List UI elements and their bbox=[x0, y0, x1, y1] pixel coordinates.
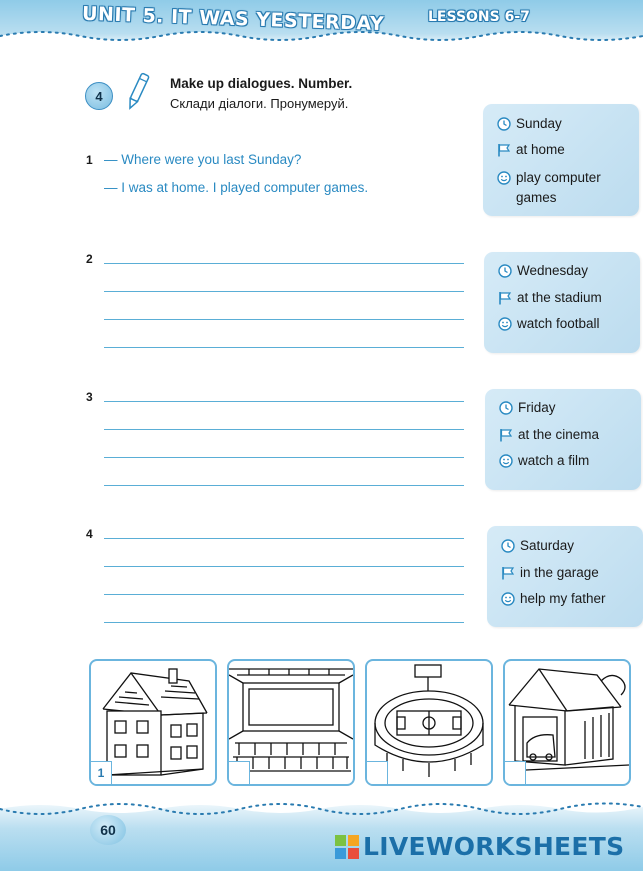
answer-line-4-1[interactable] bbox=[104, 538, 464, 539]
prompt-card-2 bbox=[484, 252, 640, 353]
answer-line-4-4[interactable] bbox=[104, 622, 464, 623]
header-band bbox=[0, 0, 643, 48]
flag-icon bbox=[501, 566, 515, 580]
dialogue-number-1: 1 bbox=[86, 153, 93, 167]
smiley-icon bbox=[499, 454, 513, 468]
card-1-day: Sunday bbox=[516, 116, 562, 131]
card-1-activity-line-2: games bbox=[516, 190, 557, 205]
answer-line-2-2[interactable] bbox=[104, 291, 464, 292]
card-2-place: at the stadium bbox=[517, 290, 602, 305]
smiley-icon bbox=[497, 171, 511, 185]
lessons-label: LESSONS 6-7 bbox=[428, 9, 530, 25]
answer-line-3-1[interactable] bbox=[104, 401, 464, 402]
card-3-day: Friday bbox=[518, 400, 556, 415]
task-instruction-uk: Склади діалоги. Пронумеруй. bbox=[170, 96, 349, 111]
picture-cinema[interactable] bbox=[227, 659, 355, 786]
dialogue-number-2: 2 bbox=[86, 252, 93, 266]
picture-number-2 bbox=[229, 761, 250, 784]
answer-line-2-4[interactable] bbox=[104, 347, 464, 348]
prompt-card-4 bbox=[487, 526, 643, 627]
smiley-icon bbox=[498, 317, 512, 331]
picture-garage[interactable] bbox=[503, 659, 631, 786]
card-3-place: at the cinema bbox=[518, 427, 600, 442]
card-4-activity: help my father bbox=[520, 591, 606, 606]
answer-line-3-2[interactable] bbox=[104, 429, 464, 430]
prompt-card-1 bbox=[483, 104, 639, 216]
dialogue-1-line-2: — I was at home. I played computer games. bbox=[104, 180, 369, 195]
page-number: 60 bbox=[90, 815, 126, 845]
liveworksheets-wordmark: LIVEWORKSHEETS bbox=[363, 832, 625, 861]
card-1-place: at home bbox=[516, 142, 565, 157]
picture-number-1: 1 bbox=[91, 761, 112, 784]
pencil-icon bbox=[123, 70, 153, 112]
dialogue-1-line-1: — Where were you last Sunday? bbox=[104, 152, 302, 167]
flag-icon bbox=[497, 143, 511, 157]
flag-icon bbox=[498, 291, 512, 305]
prompt-card-3 bbox=[485, 389, 641, 490]
card-4-place: in the garage bbox=[520, 565, 599, 580]
picture-stadium[interactable] bbox=[365, 659, 493, 786]
clock-icon bbox=[498, 264, 512, 278]
dialogue-number-4: 4 bbox=[86, 527, 93, 541]
liveworksheets-logo-icon bbox=[335, 835, 359, 859]
task-number-badge: 4 bbox=[85, 82, 113, 110]
smiley-icon bbox=[501, 592, 515, 606]
answer-line-3-4[interactable] bbox=[104, 485, 464, 486]
answer-line-4-2[interactable] bbox=[104, 566, 464, 567]
answer-line-3-3[interactable] bbox=[104, 457, 464, 458]
answer-line-2-3[interactable] bbox=[104, 319, 464, 320]
clock-icon bbox=[501, 539, 515, 553]
card-2-day: Wednesday bbox=[517, 263, 589, 278]
flag-icon bbox=[499, 428, 513, 442]
dialogue-number-3: 3 bbox=[86, 390, 93, 404]
liveworksheets-logo bbox=[335, 832, 624, 861]
card-2-activity: watch football bbox=[517, 316, 600, 331]
task-instruction-en: Make up dialogues. Number. bbox=[170, 76, 353, 91]
answer-line-2-1[interactable] bbox=[104, 263, 464, 264]
card-3-activity: watch a film bbox=[518, 453, 590, 468]
clock-icon bbox=[497, 117, 511, 131]
unit-title: UNIT 5. IT WAS YESTERDAY bbox=[81, 2, 385, 36]
card-1-activity-line-1: play computer bbox=[516, 170, 601, 185]
picture-number-4 bbox=[505, 761, 526, 784]
card-4-day: Saturday bbox=[520, 538, 575, 553]
picture-house[interactable] bbox=[89, 659, 217, 786]
clock-icon bbox=[499, 401, 513, 415]
answer-line-4-3[interactable] bbox=[104, 594, 464, 595]
picture-number-3 bbox=[367, 761, 388, 784]
